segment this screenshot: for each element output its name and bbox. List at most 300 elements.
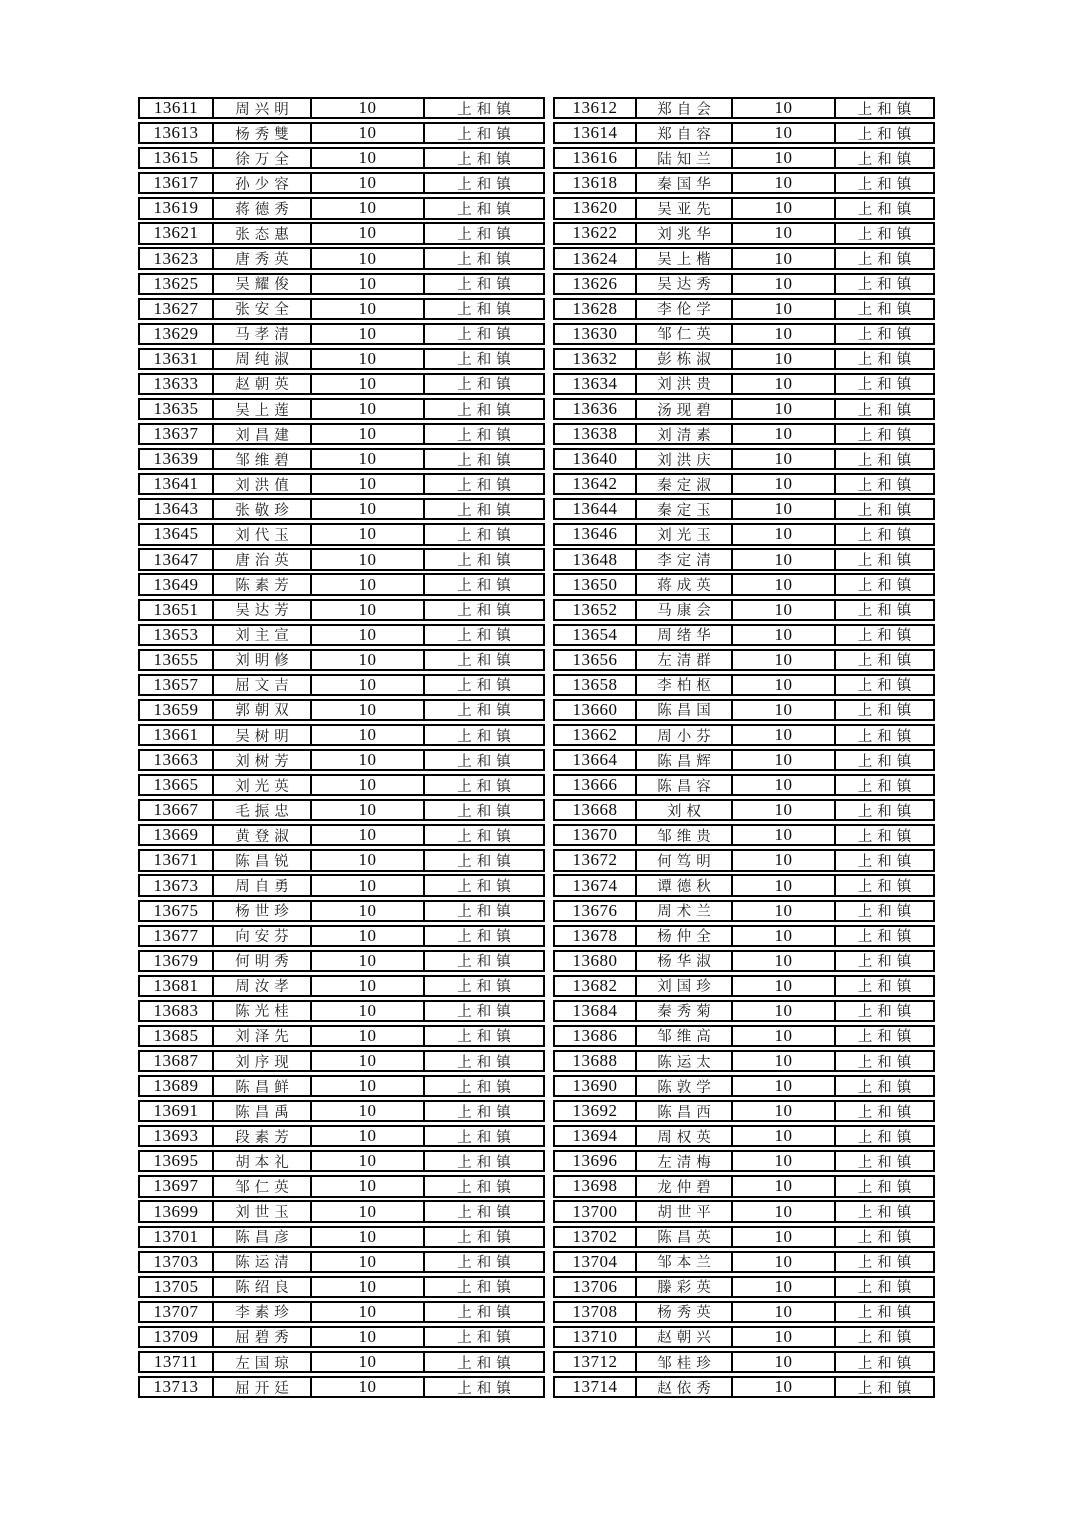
town-cell: 上和镇 xyxy=(423,124,543,142)
town-cell: 上和镇 xyxy=(834,1127,933,1145)
amount-cell: 10 xyxy=(310,249,423,267)
amount-cell: 10 xyxy=(731,325,834,343)
town-cell: 上和镇 xyxy=(834,1202,933,1220)
town-cell: 上和镇 xyxy=(423,676,543,694)
amount-cell: 10 xyxy=(731,1328,834,1346)
id-cell: 13650 xyxy=(572,575,618,594)
amount-cell: 10 xyxy=(731,350,834,368)
amount-cell: 10 xyxy=(310,174,423,192)
town-cell: 上和镇 xyxy=(423,425,543,443)
name-cell: 李素珍 xyxy=(212,1303,310,1321)
table-row xyxy=(138,1175,935,1197)
id-cell: 13677 xyxy=(153,926,199,945)
amount-cell: 10 xyxy=(310,1228,423,1246)
name-cell: 陈素芳 xyxy=(212,575,310,593)
id-cell: 13692 xyxy=(572,1102,618,1121)
row-group-right xyxy=(553,699,935,721)
amount-cell: 10 xyxy=(731,626,834,644)
town-cell: 上和镇 xyxy=(834,1303,933,1321)
town-cell: 上和镇 xyxy=(834,325,933,343)
id-cell: 13708 xyxy=(572,1302,618,1321)
table-row xyxy=(138,1376,935,1398)
row-group-right xyxy=(553,900,935,922)
row-group-right xyxy=(553,498,935,520)
town-cell: 上和镇 xyxy=(423,1027,543,1045)
town-cell: 上和镇 xyxy=(423,475,543,493)
amount-cell: 10 xyxy=(310,927,423,945)
id-cell: 13706 xyxy=(572,1277,618,1296)
id-cell: 13660 xyxy=(572,700,618,719)
name-cell: 李伦学 xyxy=(635,300,731,318)
id-cell: 13680 xyxy=(572,951,618,970)
name-cell: 陈昌锐 xyxy=(212,851,310,869)
name-cell: 滕彩英 xyxy=(635,1278,731,1296)
id-cell: 13710 xyxy=(572,1327,618,1346)
name-cell: 龙仲碧 xyxy=(635,1177,731,1195)
town-cell: 上和镇 xyxy=(423,826,543,844)
name-cell: 刘兆华 xyxy=(635,224,731,242)
amount-cell: 10 xyxy=(310,651,423,669)
town-cell: 上和镇 xyxy=(834,174,933,192)
id-cell: 13665 xyxy=(153,776,199,795)
town-cell: 上和镇 xyxy=(423,927,543,945)
name-cell: 张敬珍 xyxy=(212,500,310,518)
town-cell: 上和镇 xyxy=(423,199,543,217)
id-cell: 13646 xyxy=(572,525,618,544)
id-cell: 13671 xyxy=(153,851,199,870)
name-cell: 赵朝兴 xyxy=(635,1328,731,1346)
town-cell: 上和镇 xyxy=(423,626,543,644)
town-cell: 上和镇 xyxy=(423,1278,543,1296)
id-cell: 13676 xyxy=(572,901,618,920)
id-cell: 13641 xyxy=(153,475,199,494)
id-cell: 13670 xyxy=(572,826,618,845)
amount-cell: 10 xyxy=(731,701,834,719)
amount-cell: 10 xyxy=(310,1077,423,1095)
name-cell: 杨秀英 xyxy=(635,1303,731,1321)
town-cell: 上和镇 xyxy=(423,1202,543,1220)
town-cell: 上和镇 xyxy=(423,726,543,744)
town-cell: 上和镇 xyxy=(423,450,543,468)
id-cell: 13655 xyxy=(153,650,199,669)
town-cell: 上和镇 xyxy=(423,149,543,167)
id-cell: 13675 xyxy=(153,901,199,920)
name-cell: 邹本兰 xyxy=(635,1253,731,1271)
row-group-left xyxy=(138,1125,545,1147)
name-cell: 陈昌彦 xyxy=(212,1228,310,1246)
town-cell: 上和镇 xyxy=(834,300,933,318)
table-row xyxy=(138,197,935,219)
row-group-left xyxy=(138,323,545,345)
amount-cell: 10 xyxy=(310,1202,423,1220)
amount-cell: 10 xyxy=(731,224,834,242)
row-group-left xyxy=(138,699,545,721)
row-group-right xyxy=(553,1000,935,1022)
row-group-left xyxy=(138,1351,545,1373)
name-cell: 邹仁英 xyxy=(212,1177,310,1195)
town-cell: 上和镇 xyxy=(834,375,933,393)
id-cell: 13625 xyxy=(153,274,199,293)
row-group-left xyxy=(138,824,545,846)
table-row xyxy=(138,724,935,746)
town-cell: 上和镇 xyxy=(423,1102,543,1120)
name-cell: 刘主宣 xyxy=(212,626,310,644)
row-group-left xyxy=(138,1175,545,1197)
row-group-left xyxy=(138,1000,545,1022)
table-row xyxy=(138,122,935,144)
town-cell: 上和镇 xyxy=(834,1378,933,1396)
town-cell: 上和镇 xyxy=(423,325,543,343)
id-cell: 13683 xyxy=(153,1001,199,1020)
name-cell: 刘明修 xyxy=(212,651,310,669)
amount-cell: 10 xyxy=(310,751,423,769)
row-group-right xyxy=(553,222,935,244)
amount-cell: 10 xyxy=(310,1278,423,1296)
amount-cell: 10 xyxy=(310,1378,423,1396)
name-cell: 郑自容 xyxy=(635,124,731,142)
amount-cell: 10 xyxy=(310,1002,423,1020)
id-cell: 13693 xyxy=(153,1127,199,1146)
name-cell: 陈昌英 xyxy=(635,1228,731,1246)
name-cell: 左清梅 xyxy=(635,1152,731,1170)
name-cell: 吴上楷 xyxy=(635,249,731,267)
row-group-left xyxy=(138,724,545,746)
name-cell: 秦国华 xyxy=(635,174,731,192)
name-cell: 陈昌西 xyxy=(635,1102,731,1120)
name-cell: 唐治英 xyxy=(212,550,310,568)
amount-cell: 10 xyxy=(731,726,834,744)
town-cell: 上和镇 xyxy=(423,275,543,293)
amount-cell: 10 xyxy=(731,1353,834,1371)
amount-cell: 10 xyxy=(731,99,834,117)
id-cell: 13651 xyxy=(153,600,199,619)
id-cell: 13666 xyxy=(572,776,618,795)
table-row xyxy=(138,799,935,821)
id-cell: 13654 xyxy=(572,625,618,644)
name-cell: 陈运太 xyxy=(635,1052,731,1070)
id-cell: 13682 xyxy=(572,976,618,995)
row-group-left xyxy=(138,548,545,570)
table-row xyxy=(138,1251,935,1273)
id-cell: 13619 xyxy=(153,199,199,218)
name-cell: 刘昌建 xyxy=(212,425,310,443)
row-group-left xyxy=(138,1376,545,1398)
table-row xyxy=(138,423,935,445)
name-cell: 周兴明 xyxy=(212,99,310,117)
id-cell: 13639 xyxy=(153,450,199,469)
row-group-right xyxy=(553,298,935,320)
id-cell: 13712 xyxy=(572,1352,618,1371)
id-cell: 13648 xyxy=(572,550,618,569)
town-cell: 上和镇 xyxy=(834,224,933,242)
id-cell: 13679 xyxy=(153,951,199,970)
id-cell: 13689 xyxy=(153,1077,199,1096)
id-cell: 13662 xyxy=(572,725,618,745)
name-cell: 何笃明 xyxy=(635,851,731,869)
name-cell: 陈昌容 xyxy=(635,776,731,794)
name-cell: 陈昌国 xyxy=(635,701,731,719)
id-cell: 13687 xyxy=(153,1051,199,1071)
town-cell: 上和镇 xyxy=(834,776,933,794)
row-group-right xyxy=(553,624,935,646)
amount-cell: 10 xyxy=(310,525,423,543)
name-cell: 秦秀菊 xyxy=(635,1002,731,1020)
town-cell: 上和镇 xyxy=(834,1102,933,1120)
town-cell: 上和镇 xyxy=(423,1052,543,1070)
amount-cell: 10 xyxy=(310,500,423,518)
name-cell: 刘光英 xyxy=(212,776,310,794)
table-row xyxy=(138,824,935,846)
amount-cell: 10 xyxy=(310,149,423,167)
row-group-right xyxy=(553,1200,935,1222)
id-cell: 13661 xyxy=(153,725,199,745)
name-cell: 孙少容 xyxy=(212,174,310,192)
name-cell: 陈昌辉 xyxy=(635,751,731,769)
id-cell: 13668 xyxy=(572,801,618,820)
row-group-right xyxy=(553,874,935,896)
town-cell: 上和镇 xyxy=(834,1027,933,1045)
id-cell: 13658 xyxy=(572,675,618,694)
name-cell: 邹维碧 xyxy=(212,450,310,468)
row-group-left xyxy=(138,1326,545,1348)
row-group-right xyxy=(553,523,935,545)
town-cell: 上和镇 xyxy=(423,1353,543,1371)
name-cell: 陈敦学 xyxy=(635,1077,731,1095)
id-cell: 13705 xyxy=(153,1277,199,1296)
town-cell: 上和镇 xyxy=(423,99,543,117)
row-group-right xyxy=(553,172,935,194)
id-cell: 13638 xyxy=(572,425,618,444)
town-cell: 上和镇 xyxy=(834,575,933,593)
town-cell: 上和镇 xyxy=(834,826,933,844)
town-cell: 上和镇 xyxy=(834,1228,933,1246)
row-group-right xyxy=(553,1226,935,1248)
amount-cell: 10 xyxy=(310,1328,423,1346)
town-cell: 上和镇 xyxy=(834,1253,933,1271)
name-cell: 赵依秀 xyxy=(635,1378,731,1396)
amount-cell: 10 xyxy=(731,450,834,468)
row-group-left xyxy=(138,273,545,295)
row-group-right xyxy=(553,273,935,295)
amount-cell: 10 xyxy=(731,275,834,293)
row-group-left xyxy=(138,900,545,922)
row-group-left xyxy=(138,1301,545,1323)
name-cell: 吴达秀 xyxy=(635,275,731,293)
town-cell: 上和镇 xyxy=(834,99,933,117)
town-cell: 上和镇 xyxy=(834,651,933,669)
id-cell: 13615 xyxy=(153,149,199,168)
name-cell: 蒋德秀 xyxy=(212,199,310,217)
amount-cell: 10 xyxy=(310,1052,423,1070)
amount-cell: 10 xyxy=(731,1228,834,1246)
town-cell: 上和镇 xyxy=(834,751,933,769)
town-cell: 上和镇 xyxy=(423,1328,543,1346)
amount-cell: 10 xyxy=(731,149,834,167)
amount-cell: 10 xyxy=(731,400,834,418)
town-cell: 上和镇 xyxy=(834,876,933,894)
name-cell: 陈光桂 xyxy=(212,1002,310,1020)
town-cell: 上和镇 xyxy=(834,977,933,995)
amount-cell: 10 xyxy=(731,475,834,493)
town-cell: 上和镇 xyxy=(423,375,543,393)
id-cell: 13664 xyxy=(572,751,618,770)
name-cell: 彭栋淑 xyxy=(635,350,731,368)
row-group-right xyxy=(553,1301,935,1323)
row-group-right xyxy=(553,473,935,495)
id-cell: 13634 xyxy=(572,374,618,393)
id-cell: 13647 xyxy=(153,550,199,569)
name-cell: 刘泽先 xyxy=(212,1027,310,1045)
row-group-right xyxy=(553,950,935,972)
row-group-left xyxy=(138,498,545,520)
town-cell: 上和镇 xyxy=(423,1378,543,1396)
town-cell: 上和镇 xyxy=(423,174,543,192)
town-cell: 上和镇 xyxy=(834,1278,933,1296)
table-row xyxy=(138,1100,935,1122)
town-cell: 上和镇 xyxy=(423,776,543,794)
name-cell: 杨世珍 xyxy=(212,902,310,920)
id-cell: 13645 xyxy=(153,525,199,544)
name-cell: 黄登淑 xyxy=(212,826,310,844)
table-row xyxy=(138,1050,935,1072)
id-cell: 13691 xyxy=(153,1102,199,1121)
id-cell: 13616 xyxy=(572,149,618,168)
town-cell: 上和镇 xyxy=(834,124,933,142)
name-cell: 刘洪庆 xyxy=(635,450,731,468)
row-group-right xyxy=(553,674,935,696)
table-row xyxy=(138,247,935,269)
name-cell: 赵朝英 xyxy=(212,375,310,393)
row-group-right xyxy=(553,1326,935,1348)
amount-cell: 10 xyxy=(310,425,423,443)
id-cell: 13700 xyxy=(572,1202,618,1221)
table-row xyxy=(138,774,935,796)
town-cell: 上和镇 xyxy=(834,801,933,819)
table-row xyxy=(138,649,935,671)
amount-cell: 10 xyxy=(731,876,834,894)
id-cell: 13685 xyxy=(153,1026,199,1045)
name-cell: 刘权 xyxy=(635,801,731,819)
name-cell: 邹维高 xyxy=(635,1027,731,1045)
id-cell: 13707 xyxy=(153,1302,199,1321)
name-cell: 杨华淑 xyxy=(635,952,731,970)
town-cell: 上和镇 xyxy=(423,400,543,418)
name-cell: 刘国珍 xyxy=(635,977,731,995)
row-group-right xyxy=(553,1251,935,1273)
amount-cell: 10 xyxy=(731,174,834,192)
id-cell: 13713 xyxy=(153,1377,199,1397)
row-group-right xyxy=(553,423,935,445)
town-cell: 上和镇 xyxy=(834,350,933,368)
name-cell: 刘树芳 xyxy=(212,751,310,769)
table-row xyxy=(138,147,935,169)
name-cell: 邹仁英 xyxy=(635,325,731,343)
town-cell: 上和镇 xyxy=(423,601,543,619)
id-cell: 13637 xyxy=(153,425,199,444)
table-row xyxy=(138,222,935,244)
town-cell: 上和镇 xyxy=(834,952,933,970)
id-cell: 13656 xyxy=(572,650,618,669)
row-group-left xyxy=(138,1276,545,1298)
name-cell: 周汝孝 xyxy=(212,977,310,995)
name-cell: 李定清 xyxy=(635,550,731,568)
name-cell: 汤现碧 xyxy=(635,400,731,418)
id-cell: 13686 xyxy=(572,1026,618,1045)
amount-cell: 10 xyxy=(731,1102,834,1120)
id-cell: 13618 xyxy=(572,174,618,193)
name-cell: 刘洪值 xyxy=(212,475,310,493)
amount-cell: 10 xyxy=(731,124,834,142)
row-group-left xyxy=(138,674,545,696)
amount-cell: 10 xyxy=(731,1278,834,1296)
town-cell: 上和镇 xyxy=(423,1253,543,1271)
row-group-left xyxy=(138,874,545,896)
town-cell: 上和镇 xyxy=(423,876,543,894)
name-cell: 秦定玉 xyxy=(635,500,731,518)
row-group-left xyxy=(138,1150,545,1172)
row-group-left xyxy=(138,1050,545,1072)
table-row xyxy=(138,172,935,194)
id-cell: 13663 xyxy=(153,751,199,770)
row-group-right xyxy=(553,824,935,846)
town-cell: 上和镇 xyxy=(834,927,933,945)
town-cell: 上和镇 xyxy=(834,601,933,619)
row-group-right xyxy=(553,799,935,821)
amount-cell: 10 xyxy=(310,701,423,719)
name-cell: 向安芬 xyxy=(212,927,310,945)
row-group-left xyxy=(138,799,545,821)
amount-cell: 10 xyxy=(731,199,834,217)
name-cell: 刘世玉 xyxy=(212,1202,310,1220)
name-cell: 周权英 xyxy=(635,1127,731,1145)
amount-cell: 10 xyxy=(731,249,834,267)
id-cell: 13711 xyxy=(153,1352,199,1371)
amount-cell: 10 xyxy=(731,751,834,769)
town-cell: 上和镇 xyxy=(423,1152,543,1170)
row-group-left xyxy=(138,473,545,495)
row-group-left xyxy=(138,423,545,445)
id-cell: 13699 xyxy=(153,1202,199,1221)
amount-cell: 10 xyxy=(310,676,423,694)
amount-cell: 10 xyxy=(731,952,834,970)
table-row xyxy=(138,1150,935,1172)
table-row xyxy=(138,398,935,420)
id-cell: 13659 xyxy=(153,700,199,719)
name-cell: 杨秀雙 xyxy=(212,124,310,142)
table-row xyxy=(138,749,935,771)
amount-cell: 10 xyxy=(310,1303,423,1321)
row-group-right xyxy=(553,1175,935,1197)
row-group-right xyxy=(553,197,935,219)
name-cell: 马康会 xyxy=(635,601,731,619)
table-row xyxy=(138,1301,935,1323)
town-cell: 上和镇 xyxy=(834,1077,933,1095)
table-row xyxy=(138,699,935,721)
amount-cell: 10 xyxy=(310,375,423,393)
town-cell: 上和镇 xyxy=(423,224,543,242)
row-group-left xyxy=(138,222,545,244)
amount-cell: 10 xyxy=(731,1303,834,1321)
town-cell: 上和镇 xyxy=(834,425,933,443)
name-cell: 屈开廷 xyxy=(212,1378,310,1396)
name-cell: 周术兰 xyxy=(635,902,731,920)
id-cell: 13694 xyxy=(572,1127,618,1146)
amount-cell: 10 xyxy=(310,1102,423,1120)
row-group-left xyxy=(138,1200,545,1222)
row-group-left xyxy=(138,1075,545,1097)
amount-cell: 10 xyxy=(310,575,423,593)
row-group-right xyxy=(553,774,935,796)
